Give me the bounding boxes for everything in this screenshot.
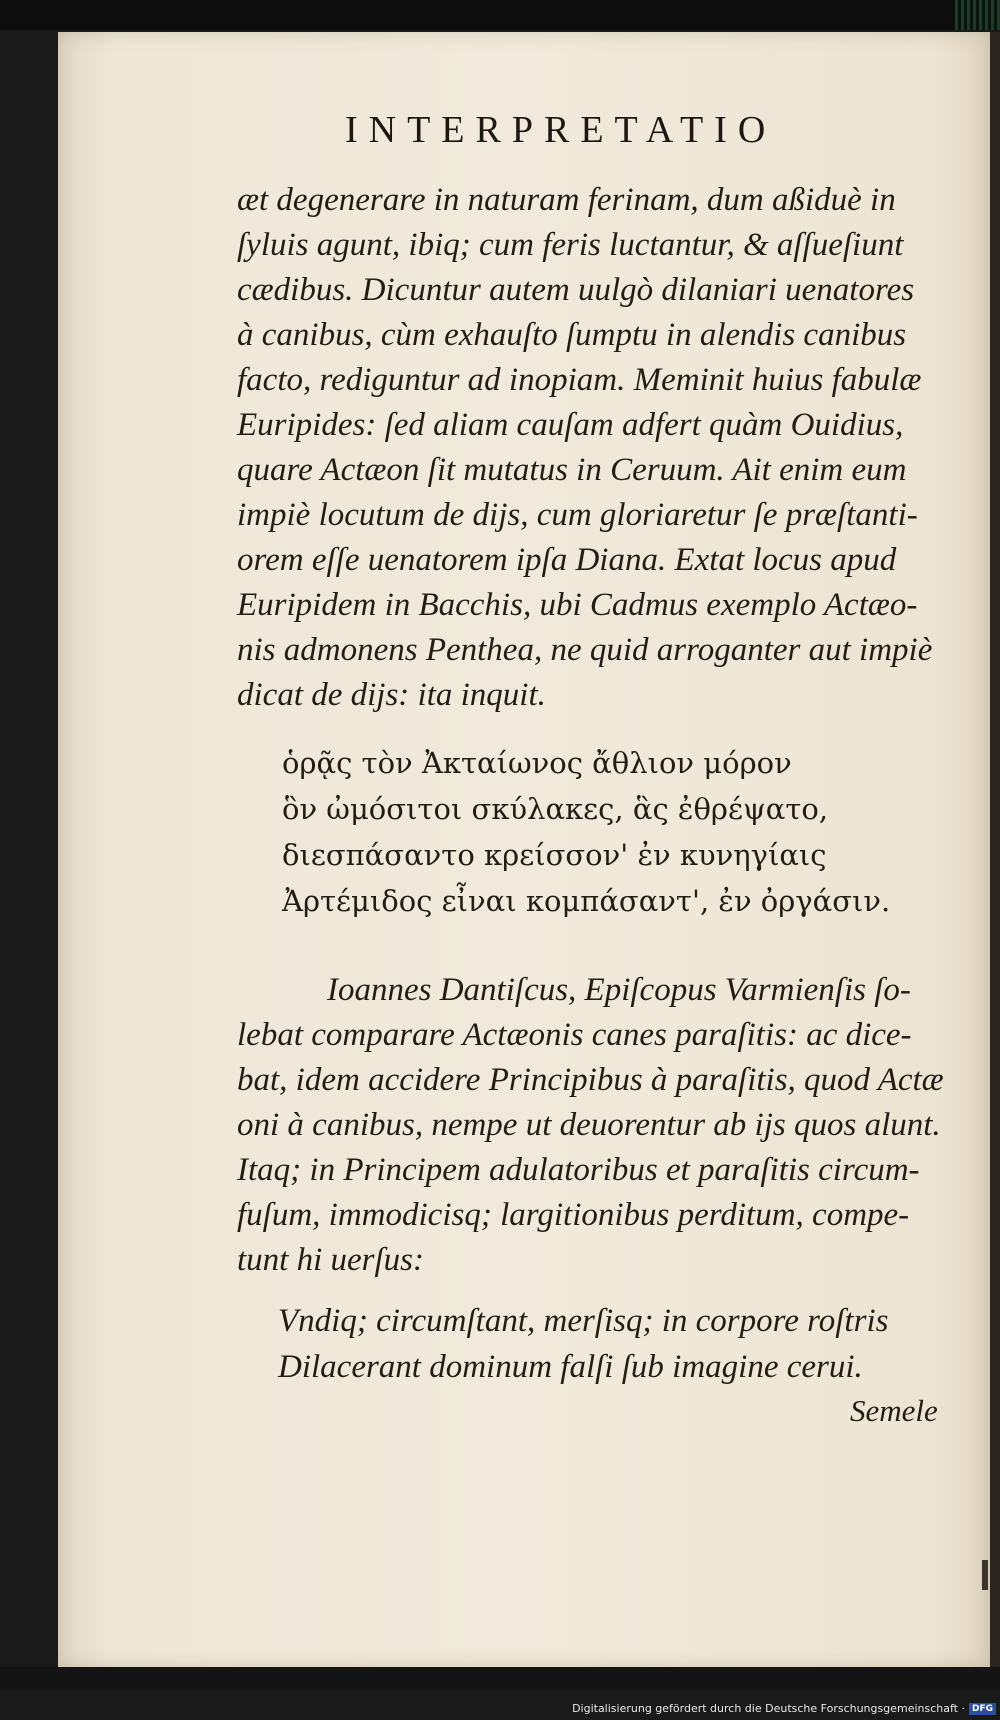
page-bottom-border: [0, 1667, 1000, 1690]
greek-line: ὁρᾷς τὸν Ἀκταίωνος ἄθλιον μόρον: [282, 746, 792, 780]
text-line: Euripides: ſed aliam cauſam adfert quàm Ouidius,: [237, 407, 904, 443]
text-line: Itaq; in Principem adulatoribus et paraſitis circum-: [237, 1152, 920, 1188]
running-head: INTERPRETATIO: [345, 109, 777, 151]
text-line: fuſum, immodicisq; largitionibus perditum, compe-: [237, 1197, 910, 1233]
page-edge: [990, 32, 1000, 1667]
text-line: impiè locutum de dijs, cum gloriaretur ſe præſtanti-: [237, 497, 918, 533]
text-line: facto, rediguntur ad inopiam. Meminit huius fabulæ: [237, 362, 922, 398]
binding-strip: [955, 0, 1000, 30]
footer-text: Digitalisierung gefördert durch die Deutsche Forschungsgemeinschaft ·: [572, 1702, 965, 1715]
text-line: ſyluis agunt, ibiq; cum feris luctantur, & aſſueſiunt: [237, 227, 904, 263]
text-line: Ioannes Dantiſcus, Epiſcopus Varmienſis ſo-: [327, 972, 911, 1008]
paragraph-1: [237, 178, 947, 718]
text-line: cædibus. Dicuntur autem uulgò dilaniari uenatores: [237, 272, 915, 308]
catchword: Semele: [850, 1393, 938, 1428]
greek-line: Ἀρτέμιδος εἶναι κομπάσαντ', ἐν ὀργάσιν.: [282, 884, 891, 918]
digitization-footer: [572, 1702, 996, 1715]
verse-line: Dilacerant dominum falſi ſub imagine cerui.: [278, 1349, 863, 1385]
text-line: dicat de dijs: ita inquit.: [237, 677, 546, 713]
text-line: orem eſſe uenatorem ipſa Diana. Extat locus apud: [237, 542, 897, 578]
greek-line: διεσπάσαντο κρείσσον' ἐν κυνηγίαις: [282, 838, 827, 872]
text-line: quare Actæon ſit mutatus in Ceruum. Ait enim eum: [237, 452, 907, 488]
text-line: bat, idem accidere Principibus à paraſitis, quod Actæ: [237, 1062, 944, 1098]
text-line: nis admonens Penthea, ne quid arroganter aut impiè: [237, 632, 933, 668]
text-line: oni à canibus, nempe ut deuorentur ab ijs quos alunt.: [237, 1107, 941, 1143]
text-line: tunt hi uerſus:: [237, 1242, 424, 1278]
dfg-logo: DFG: [969, 1703, 996, 1715]
greek-verse: [282, 740, 890, 924]
latin-verse: [278, 1298, 888, 1390]
text-line: Euripidem in Bacchis, ubi Cadmus exemplo Actæo-: [237, 587, 918, 623]
paragraph-2: [237, 968, 947, 1283]
greek-line: ὃν ὠμόσιτοι σκύλακες, ἃς ἐθρέψατο,: [282, 792, 829, 826]
clip-mark: [982, 1560, 988, 1590]
text-line: lebat comparare Actæonis canes paraſitis: ac dice-: [237, 1017, 912, 1053]
text-line: æt degenerare in naturam ferinam, dum aßiduè in: [237, 182, 896, 218]
binding-top: [0, 0, 1000, 30]
text-line: à canibus, cùm exhauſto ſumptu in alendis canibus: [237, 317, 907, 353]
verse-line: Vndiq; circumſtant, merſisq; in corpore roſtris: [278, 1303, 889, 1339]
